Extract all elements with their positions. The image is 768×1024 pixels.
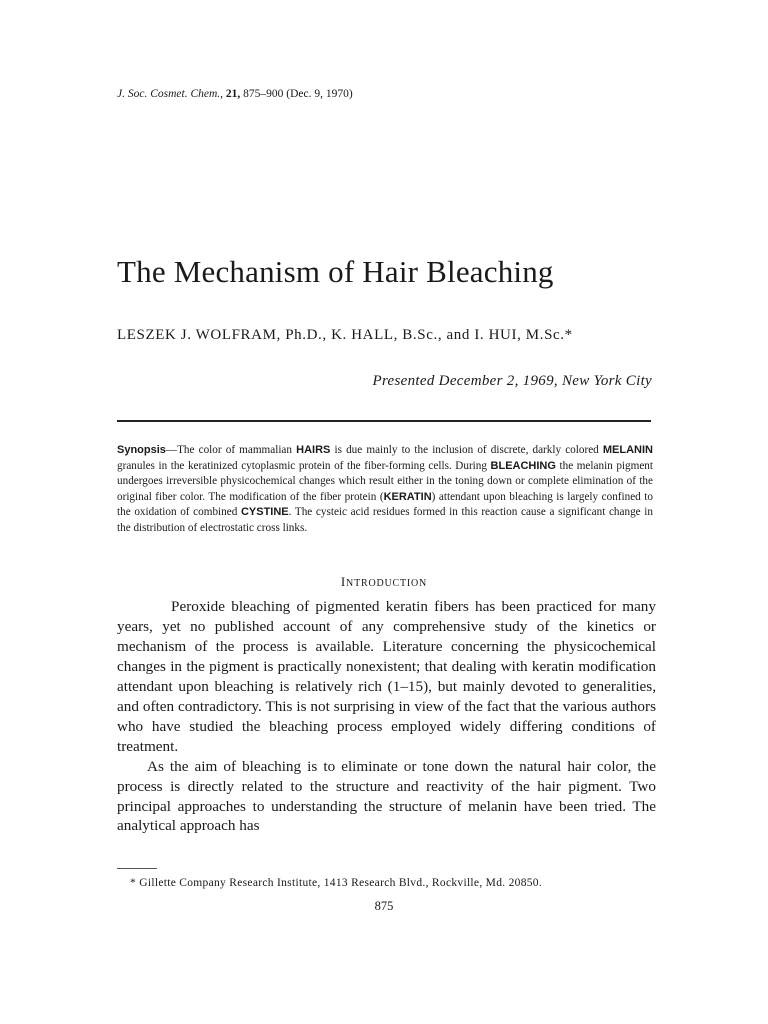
affiliation-footnote: * Gillette Company Research Institute, 1413 Research Blvd., Rockville, Md. 20850. [130, 877, 543, 889]
synopsis-block [117, 443, 653, 536]
title-divider [117, 420, 651, 422]
journal-citation [117, 88, 353, 100]
citation-details: 875–900 (Dec. 9, 1970) [243, 88, 353, 100]
article-title: The Mechanism of Hair Bleaching [117, 254, 554, 289]
heading-rest: NTRODUCTION [346, 578, 428, 589]
synopsis-text: . The cysteic acid residues formed in this reaction cause a significant change in the distribution of electrostatic cross links. [117, 506, 653, 534]
author-line: LESZEK J. WOLFRAM, Ph.D., K. HALL, B.Sc., and I. HUI, M.Sc.* [117, 327, 573, 343]
synopsis-text: The color of mammalian [177, 444, 297, 456]
synopsis-label: Synopsis [117, 444, 166, 456]
synopsis-text: granules in the keratinized cytoplasmic protein of the fiber-forming cells. During [117, 459, 491, 472]
keyword-cystine: CYSTINE [240, 506, 289, 518]
keyword-hairs: HAIRS [296, 444, 331, 456]
section-heading-introduction [0, 574, 768, 590]
synopsis-dash: — [165, 444, 178, 456]
synopsis-text: the melanin pigment undergoes irreversible physicochemical changes which result either in the toning down or complete elimination of the original fiber color. The modification of the fiber protein ( [117, 459, 653, 503]
volume-number: 21, [225, 88, 241, 100]
presentation-note: Presented December 2, 1969, New York City [372, 373, 652, 389]
journal-name: J. Soc. Cosmet. Chem., [117, 88, 224, 100]
page-number: 875 [374, 899, 394, 913]
keyword-bleaching: BLEACHING [490, 459, 556, 472]
synopsis-text: is due mainly to the inclusion of discrete, darkly colored [330, 444, 603, 456]
paragraph-2: As the aim of bleaching is to eliminate or tone down the natural hair color, the process is directly related to the structure and reactivity of the hair pigment. Two principal approaches to understanding the structure of melanin have been tried. The analytical approach has [117, 757, 656, 835]
synopsis-text: ) attendant upon bleaching is largely confined to the oxidation of combined [117, 490, 653, 518]
keyword-keratin: KERATIN [383, 490, 432, 503]
body-text [117, 597, 656, 836]
keyword-melanin: MELANIN [602, 444, 653, 456]
footnote-rule [117, 868, 157, 869]
paragraph-1: Peroxide bleaching of pigmented keratin fibers has been practiced for many years, yet no published account of any comprehensive study of the kinetics or mechanism of the process is available. Literature concerning the physicochemical changes in the pigment is practically nonexistent; that dealing with keratin modification attendant upon bleaching is relatively rich (1–15), but mainly devoted to generalities, and often contradictory. This is not surprising in view of the fact that the various authors who have studied the bleaching process employed widely differing conditions of treatment. [117, 598, 656, 755]
heading-initial: I [340, 574, 347, 589]
